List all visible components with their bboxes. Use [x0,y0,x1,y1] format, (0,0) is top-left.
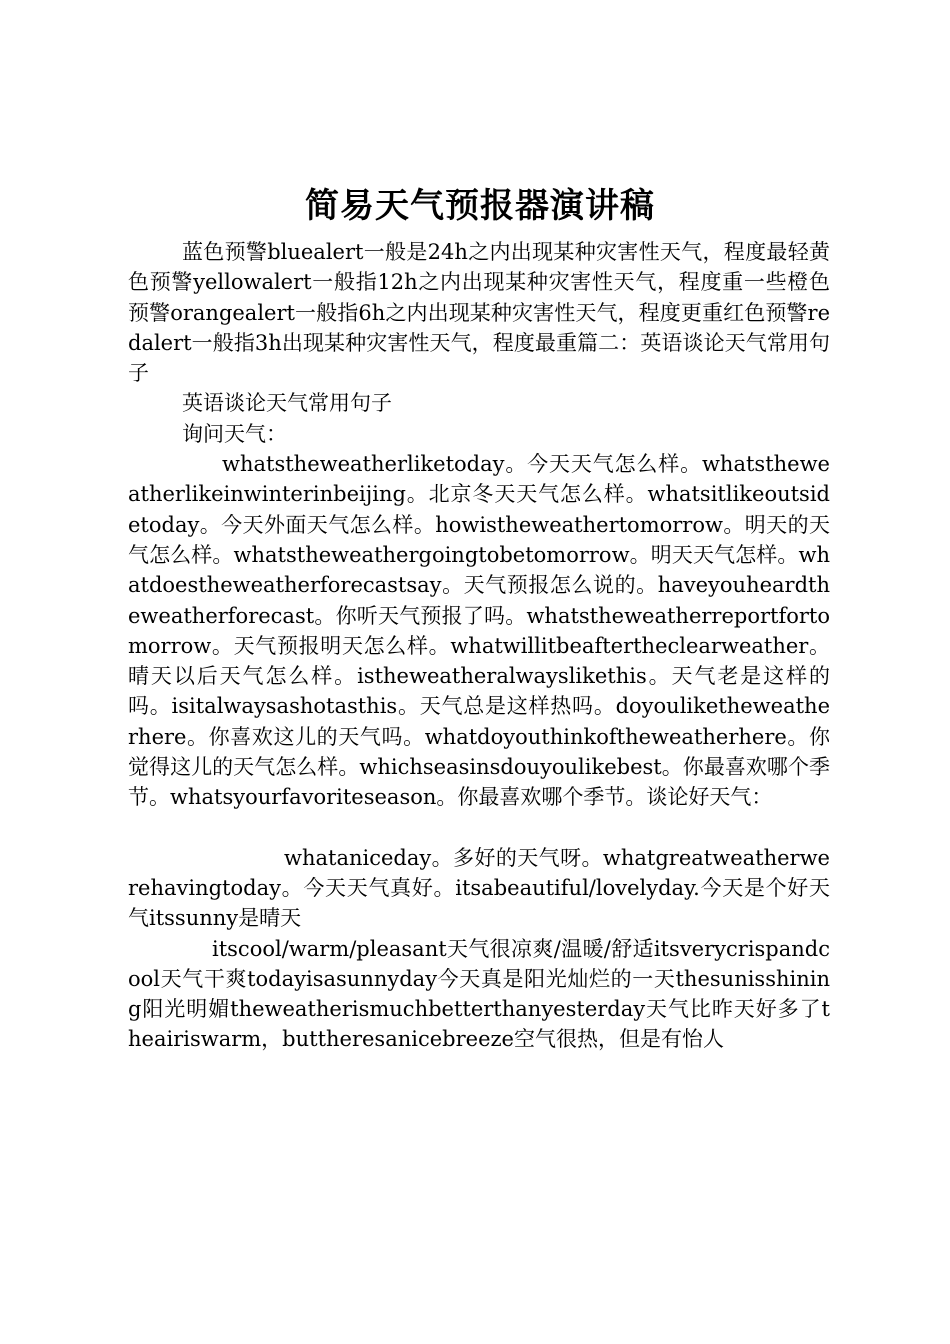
paragraph-asking-weather-phrases: whatstheweatherliketoday。今天天气怎么样。whatstheweatherlikeinwinterinbeijing。北京冬天天气怎么样。whatsitlikeoutsidetoday。今天外面天气怎么样。howistheweathertomorrow。明天的天气怎么样。whatstheweathergoingtobetomorrow。明天天气怎样。whatdoestheweatherforecastsay。天气预报怎么说的。haveyouheardtheweatherforecast。你听天气预报了吗。whatstheweatherreportfortomorrow。天气预报明天怎么样。whatwillitbeaftertheclearweather。晴天以后天气怎么样。istheweatheralwayslikethis。天气老是这样的吗。isitalwaysashotasthis。天气总是这样热吗。doyouliketheweatherhere。你喜欢这儿的天气吗。whatdoyouthinkoftheweatherhere。你觉得这儿的天气怎么样。whichseasinsdouyoulikebest。你最喜欢哪个季节。whatsyourfavoriteseason。你最喜欢哪个季节。谈论好天气： [128,452,830,810]
document-title: 简易天气预报器演讲稿 [305,186,655,226]
paragraph-good-weather-more: itscool/warm/pleasant天气很凉爽/温暖/舒适itsverycrispandcool天气干爽todayisasunnyday今天真是阳光灿烂的一天thesunisshining阳光明媚theweatherismuchbetterthanyesterday天气比昨天好多了theairiswarm，buttheresanicebreeze空气很热，但是有怡人 [128,936,830,1052]
paragraph-section-heading: 英语谈论天气常用句子 [182,391,392,416]
paragraph-asking-weather-heading: 询问天气： [182,421,287,446]
blank-line [128,813,830,843]
document-body [128,237,830,1055]
paragraph-good-weather-phrases: whataniceday。多好的天气呀。whatgreatweatherwerehavingtoday。今天天气真好。itsabeautiful/lovelyday.今天是个好天气itssunny是晴天 [128,845,830,931]
paragraph-warning-levels: 蓝色预警bluealert一般是24h之内出现某种灾害性天气，程度最轻黄色预警yellowalert一般指12h之内出现某种灾害性天气，程度重一些橙色预警orangealert一般指6h之内出现某种灾害性天气，程度更重红色预警redalert一般指3h出现某种灾害性天气，程度最重篇二：英语谈论天气常用句子 [128,240,830,386]
